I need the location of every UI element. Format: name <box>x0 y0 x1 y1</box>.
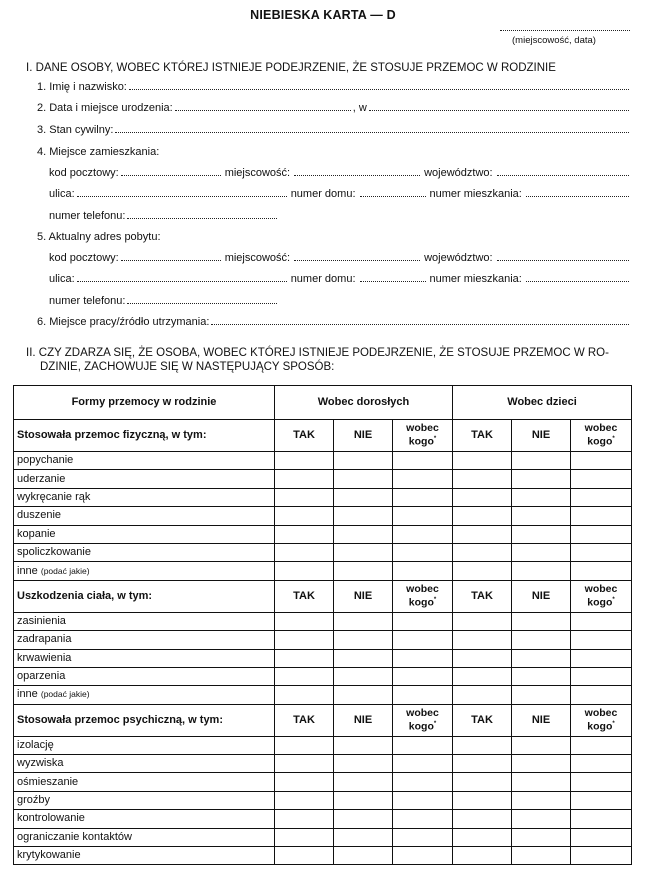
answer-cell[interactable] <box>453 452 512 470</box>
violence-form-text: kopanie <box>17 527 56 540</box>
answer-cell[interactable] <box>334 562 393 580</box>
answer-cell[interactable] <box>334 847 393 865</box>
kogo-label: kogo <box>587 720 613 733</box>
city-label: miejscowość: <box>224 167 291 179</box>
answer-cell[interactable] <box>571 667 632 685</box>
civil-field[interactable] <box>115 124 629 133</box>
adults-wobec-kogo-header <box>393 580 453 612</box>
category-row <box>14 704 632 736</box>
table-row <box>14 810 632 828</box>
children-nie-header: NIE <box>512 420 571 452</box>
answer-cell[interactable] <box>334 686 393 704</box>
violence-form-label <box>14 488 275 506</box>
answer-cell[interactable] <box>275 667 334 685</box>
answer-cell[interactable] <box>393 791 453 809</box>
kogo-label: kogo <box>408 435 434 448</box>
table-row <box>14 452 632 470</box>
birth-date-field[interactable] <box>175 102 351 111</box>
phone-label: numer telefonu: <box>49 210 126 222</box>
table-header-row <box>14 386 632 420</box>
house-label: numer domu: <box>290 273 356 285</box>
answer-cell[interactable] <box>393 543 453 561</box>
col-adults-header: Wobec dorosłych <box>275 386 453 420</box>
answer-cell[interactable] <box>453 736 512 754</box>
answer-cell[interactable] <box>275 470 334 488</box>
phone-label: numer telefonu: <box>49 295 126 307</box>
answer-cell[interactable] <box>275 612 334 630</box>
work-line <box>37 316 629 328</box>
violence-form-text: zasinienia <box>17 614 66 627</box>
category-label: Uszkodzenia ciała, w tym: <box>14 580 275 612</box>
answer-cell[interactable] <box>334 525 393 543</box>
answer-cell[interactable] <box>275 562 334 580</box>
current-postal-line <box>49 252 629 264</box>
answer-cell[interactable] <box>275 686 334 704</box>
answer-cell[interactable] <box>334 488 393 506</box>
violence-form-text: inne <box>17 564 38 577</box>
children-wobec-kogo-header <box>571 704 632 736</box>
wobec-label: wobec <box>584 422 618 435</box>
violence-form-label <box>14 649 275 667</box>
postal-label: kod pocztowy: <box>49 167 119 179</box>
answer-cell[interactable] <box>275 507 334 525</box>
answer-cell[interactable] <box>393 507 453 525</box>
answer-cell[interactable] <box>571 507 632 525</box>
postal-label: kod pocztowy: <box>49 252 119 264</box>
violence-form-text: izolację <box>17 738 54 751</box>
street-label: ulica: <box>49 273 75 285</box>
answer-cell[interactable] <box>275 773 334 791</box>
answer-cell[interactable] <box>393 562 453 580</box>
violence-form-label <box>14 736 275 754</box>
answer-cell[interactable] <box>512 612 571 630</box>
answer-cell[interactable] <box>393 667 453 685</box>
children-nie-header: NIE <box>512 704 571 736</box>
civil-line <box>37 124 629 136</box>
col-children-header: Wobec dzieci <box>453 386 632 420</box>
section-2-title-line1: II. CZY ZDARZA SIĘ, ŻE OSOBA, WOBEC KTÓREJ ISTNIEJE PODEJRZENIE, ŻE STOSUJE PRZEMOC W RO- <box>26 347 609 359</box>
specify-note: (podać jakie) <box>40 689 90 700</box>
current-house-field[interactable] <box>360 273 426 282</box>
answer-cell[interactable] <box>512 667 571 685</box>
specify-note: (podać jakie) <box>40 565 90 576</box>
answer-cell[interactable] <box>275 810 334 828</box>
answer-cell[interactable] <box>571 543 632 561</box>
table-row <box>14 612 632 630</box>
answer-cell[interactable] <box>512 470 571 488</box>
residence-street-line <box>49 188 629 200</box>
residence-province-field[interactable] <box>497 167 629 176</box>
current-street-line <box>49 273 629 285</box>
wobec-label: wobec <box>406 422 439 435</box>
table-row <box>14 773 632 791</box>
answer-cell[interactable] <box>275 791 334 809</box>
table-row <box>14 755 632 773</box>
residence-flat-field[interactable] <box>526 188 629 197</box>
answer-cell[interactable] <box>334 507 393 525</box>
answer-cell[interactable] <box>512 631 571 649</box>
province-label: województwo: <box>424 252 493 264</box>
violence-form-label <box>14 452 275 470</box>
table-row <box>14 488 632 506</box>
answer-cell[interactable] <box>393 649 453 667</box>
place-date-caption: (miejscowość, data) <box>512 35 596 46</box>
residence-postal-field[interactable] <box>121 167 221 176</box>
answer-cell[interactable] <box>393 612 453 630</box>
residence-phone-field[interactable] <box>127 210 277 219</box>
answer-cell[interactable] <box>571 791 632 809</box>
wobec-label: wobec <box>406 582 439 595</box>
violence-form-label <box>14 686 275 704</box>
adults-tak-header: TAK <box>275 580 334 612</box>
birth-label: 2. Data i miejsce urodzenia: <box>37 102 173 114</box>
violence-form-label <box>14 562 275 580</box>
children-tak-header: TAK <box>453 420 512 452</box>
answer-cell[interactable] <box>571 773 632 791</box>
answer-cell[interactable] <box>275 649 334 667</box>
footnote-star: * <box>433 596 437 603</box>
answer-cell[interactable] <box>334 631 393 649</box>
answer-cell[interactable] <box>512 452 571 470</box>
violence-form-label <box>14 828 275 846</box>
wobec-label: wobec <box>584 582 618 595</box>
current-address-label: 5. Aktualny adres pobytu: <box>37 231 161 243</box>
answer-cell[interactable] <box>512 791 571 809</box>
answer-cell[interactable] <box>453 507 512 525</box>
answer-cell[interactable] <box>393 847 453 865</box>
violence-form-label <box>14 791 275 809</box>
footnote-star: * <box>612 596 615 603</box>
table-row <box>14 686 632 704</box>
answer-cell[interactable] <box>571 525 632 543</box>
answer-cell[interactable] <box>334 543 393 561</box>
current-province-field[interactable] <box>497 252 629 261</box>
province-label: województwo: <box>424 167 493 179</box>
flat-label: numer mieszkania: <box>429 188 522 200</box>
violence-form-label <box>14 773 275 791</box>
table-row <box>14 470 632 488</box>
answer-cell[interactable] <box>275 736 334 754</box>
answer-cell[interactable] <box>453 543 512 561</box>
wobec-label: wobec <box>406 706 439 719</box>
answer-cell[interactable] <box>334 810 393 828</box>
answer-cell[interactable] <box>334 828 393 846</box>
answer-cell[interactable] <box>334 649 393 667</box>
table-row <box>14 736 632 754</box>
answer-cell[interactable] <box>393 828 453 846</box>
footnote-star: * <box>433 720 437 727</box>
adults-tak-header: TAK <box>275 420 334 452</box>
answer-cell[interactable] <box>571 452 632 470</box>
kogo-label: kogo <box>408 596 434 609</box>
current-phone-line <box>49 295 277 307</box>
flat-label: numer mieszkania: <box>429 273 522 285</box>
answer-cell[interactable] <box>453 525 512 543</box>
place-date-field[interactable] <box>500 21 630 31</box>
civil-label: 3. Stan cywilny: <box>37 124 114 136</box>
residence-postal-line <box>49 167 629 179</box>
answer-cell[interactable] <box>571 847 632 865</box>
violence-form-label <box>14 612 275 630</box>
violence-form-label <box>14 525 275 543</box>
answer-cell[interactable] <box>512 810 571 828</box>
answer-cell[interactable] <box>393 525 453 543</box>
name-label: 1. Imię i nazwisko: <box>37 81 127 93</box>
answer-cell[interactable] <box>512 543 571 561</box>
answer-cell[interactable] <box>453 773 512 791</box>
table-row <box>14 667 632 685</box>
category-row <box>14 420 632 452</box>
answer-cell[interactable] <box>512 736 571 754</box>
adults-tak-header: TAK <box>275 704 334 736</box>
current-city-field[interactable] <box>294 252 420 261</box>
answer-cell[interactable] <box>571 612 632 630</box>
section-1-title: I. DANE OSOBY, WOBEC KTÓREJ ISTNIEJE PODEJRZENIE, ŻE STOSUJE PRZEMOC W RODZINIE <box>26 62 556 74</box>
answer-cell[interactable] <box>571 631 632 649</box>
current-phone-field[interactable] <box>127 295 277 304</box>
answer-cell[interactable] <box>334 470 393 488</box>
answer-cell[interactable] <box>334 773 393 791</box>
answer-cell[interactable] <box>512 562 571 580</box>
document-title: NIEBIESKA KARTA — D <box>250 8 396 22</box>
table-row <box>14 828 632 846</box>
answer-cell[interactable] <box>334 612 393 630</box>
answer-cell[interactable] <box>393 452 453 470</box>
answer-cell[interactable] <box>453 667 512 685</box>
footnote-star: * <box>612 436 615 443</box>
answer-cell[interactable] <box>571 562 632 580</box>
answer-cell[interactable] <box>512 525 571 543</box>
answer-cell[interactable] <box>393 755 453 773</box>
name-line <box>37 81 629 93</box>
residence-house-field[interactable] <box>360 188 426 197</box>
work-field[interactable] <box>211 316 629 325</box>
violence-form-label <box>14 847 275 865</box>
table-row <box>14 649 632 667</box>
kogo-label: kogo <box>587 435 613 448</box>
answer-cell[interactable] <box>453 649 512 667</box>
residence-city-field[interactable] <box>294 167 420 176</box>
violence-form-label <box>14 507 275 525</box>
answer-cell[interactable] <box>275 828 334 846</box>
birth-line <box>37 102 629 114</box>
residence-street-field[interactable] <box>77 188 287 197</box>
adults-nie-header: NIE <box>334 580 393 612</box>
answer-cell[interactable] <box>393 470 453 488</box>
answer-cell[interactable] <box>571 649 632 667</box>
answer-cell[interactable] <box>571 686 632 704</box>
answer-cell[interactable] <box>512 755 571 773</box>
answer-cell[interactable] <box>571 736 632 754</box>
violence-form-text: uderzanie <box>17 472 66 485</box>
violence-form-text: duszenie <box>17 509 62 522</box>
birth-w-label: , w <box>352 102 367 114</box>
violence-form-label <box>14 543 275 561</box>
answer-cell[interactable] <box>275 452 334 470</box>
violence-form-text: ośmieszanie <box>17 775 79 788</box>
violence-form-text: zadrapania <box>17 633 72 646</box>
violence-form-text: wykręcanie rąk <box>17 490 91 503</box>
category-label: Stosowała przemoc psychiczną, w tym: <box>14 704 275 736</box>
children-nie-header: NIE <box>512 580 571 612</box>
table-row <box>14 525 632 543</box>
violence-form-label <box>14 667 275 685</box>
answer-cell[interactable] <box>571 755 632 773</box>
answer-cell[interactable] <box>393 773 453 791</box>
answer-cell[interactable] <box>512 828 571 846</box>
adults-nie-header: NIE <box>334 704 393 736</box>
table-row <box>14 631 632 649</box>
violence-forms-table <box>13 385 632 865</box>
table-row <box>14 791 632 809</box>
table-row <box>14 847 632 865</box>
children-wobec-kogo-header <box>571 420 632 452</box>
answer-cell[interactable] <box>453 755 512 773</box>
answer-cell[interactable] <box>275 755 334 773</box>
kogo-label: kogo <box>408 720 434 733</box>
kogo-label: kogo <box>587 596 613 609</box>
answer-cell[interactable] <box>453 470 512 488</box>
answer-cell[interactable] <box>275 631 334 649</box>
house-label: numer domu: <box>290 188 356 200</box>
violence-form-text: spoliczkowanie <box>17 546 91 559</box>
answer-cell[interactable] <box>393 631 453 649</box>
section-2-title-line2: DZINIE, ZACHOWUJE SIĘ W NASTĘPUJĄCY SPOSÓB: <box>40 361 335 373</box>
answer-cell[interactable] <box>453 612 512 630</box>
answer-cell[interactable] <box>512 686 571 704</box>
violence-form-text: krytykowanie <box>17 849 81 862</box>
adults-wobec-kogo-header <box>393 420 453 452</box>
residence-phone-line <box>49 210 277 222</box>
answer-cell[interactable] <box>275 543 334 561</box>
city-label: miejscowość: <box>224 252 291 264</box>
children-wobec-kogo-header <box>571 580 632 612</box>
violence-form-text: groźby <box>17 794 51 807</box>
answer-cell[interactable] <box>334 736 393 754</box>
answer-cell[interactable] <box>571 488 632 506</box>
answer-cell[interactable] <box>334 667 393 685</box>
work-label: 6. Miejsce pracy/źródło utrzymania: <box>37 316 210 328</box>
adults-nie-header: NIE <box>334 420 393 452</box>
answer-cell[interactable] <box>453 828 512 846</box>
current-flat-field[interactable] <box>526 273 629 282</box>
violence-form-label <box>14 470 275 488</box>
answer-cell[interactable] <box>393 488 453 506</box>
table-row <box>14 562 632 580</box>
table-row <box>14 543 632 561</box>
answer-cell[interactable] <box>571 470 632 488</box>
violence-form-label <box>14 755 275 773</box>
answer-cell[interactable] <box>571 810 632 828</box>
residence-label: 4. Miejsce zamieszkania: <box>37 146 160 158</box>
answer-cell[interactable] <box>393 736 453 754</box>
answer-cell[interactable] <box>453 686 512 704</box>
answer-cell[interactable] <box>512 649 571 667</box>
violence-form-text: wyzwiska <box>17 757 64 770</box>
answer-cell[interactable] <box>393 810 453 828</box>
violence-form-text: kontrolowanie <box>17 812 85 825</box>
current-street-field[interactable] <box>77 273 287 282</box>
violence-form-text: ograniczanie kontaktów <box>17 830 132 843</box>
answer-cell[interactable] <box>512 488 571 506</box>
col-forms-header: Formy przemocy w rodzinie <box>14 386 275 420</box>
answer-cell[interactable] <box>453 847 512 865</box>
answer-cell[interactable] <box>334 755 393 773</box>
answer-cell[interactable] <box>275 847 334 865</box>
category-label: Stosowała przemoc fizyczną, w tym: <box>14 420 275 452</box>
violence-form-text: krwawienia <box>17 651 72 664</box>
table-row <box>14 507 632 525</box>
adults-wobec-kogo-header <box>393 704 453 736</box>
violence-form-text: popychanie <box>17 454 74 467</box>
violence-form-label <box>14 631 275 649</box>
answer-cell[interactable] <box>512 507 571 525</box>
answer-cell[interactable] <box>453 791 512 809</box>
footnote-star: * <box>433 436 437 443</box>
answer-cell[interactable] <box>571 828 632 846</box>
violence-form-label <box>14 810 275 828</box>
answer-cell[interactable] <box>275 525 334 543</box>
answer-cell[interactable] <box>334 452 393 470</box>
birth-place-field[interactable] <box>369 102 629 111</box>
answer-cell[interactable] <box>393 686 453 704</box>
wobec-label: wobec <box>584 706 618 719</box>
answer-cell[interactable] <box>334 791 393 809</box>
footnote-star: * <box>612 720 615 727</box>
answer-cell[interactable] <box>453 562 512 580</box>
violence-form-text: inne <box>17 688 38 701</box>
answer-cell[interactable] <box>275 488 334 506</box>
children-tak-header: TAK <box>453 580 512 612</box>
answer-cell[interactable] <box>512 847 571 865</box>
category-row <box>14 580 632 612</box>
answer-cell[interactable] <box>453 488 512 506</box>
answer-cell[interactable] <box>453 810 512 828</box>
answer-cell[interactable] <box>453 631 512 649</box>
current-postal-field[interactable] <box>121 252 221 261</box>
violence-form-text: oparzenia <box>17 670 66 683</box>
children-tak-header: TAK <box>453 704 512 736</box>
answer-cell[interactable] <box>512 773 571 791</box>
name-field[interactable] <box>129 81 629 90</box>
street-label: ulica: <box>49 188 75 200</box>
